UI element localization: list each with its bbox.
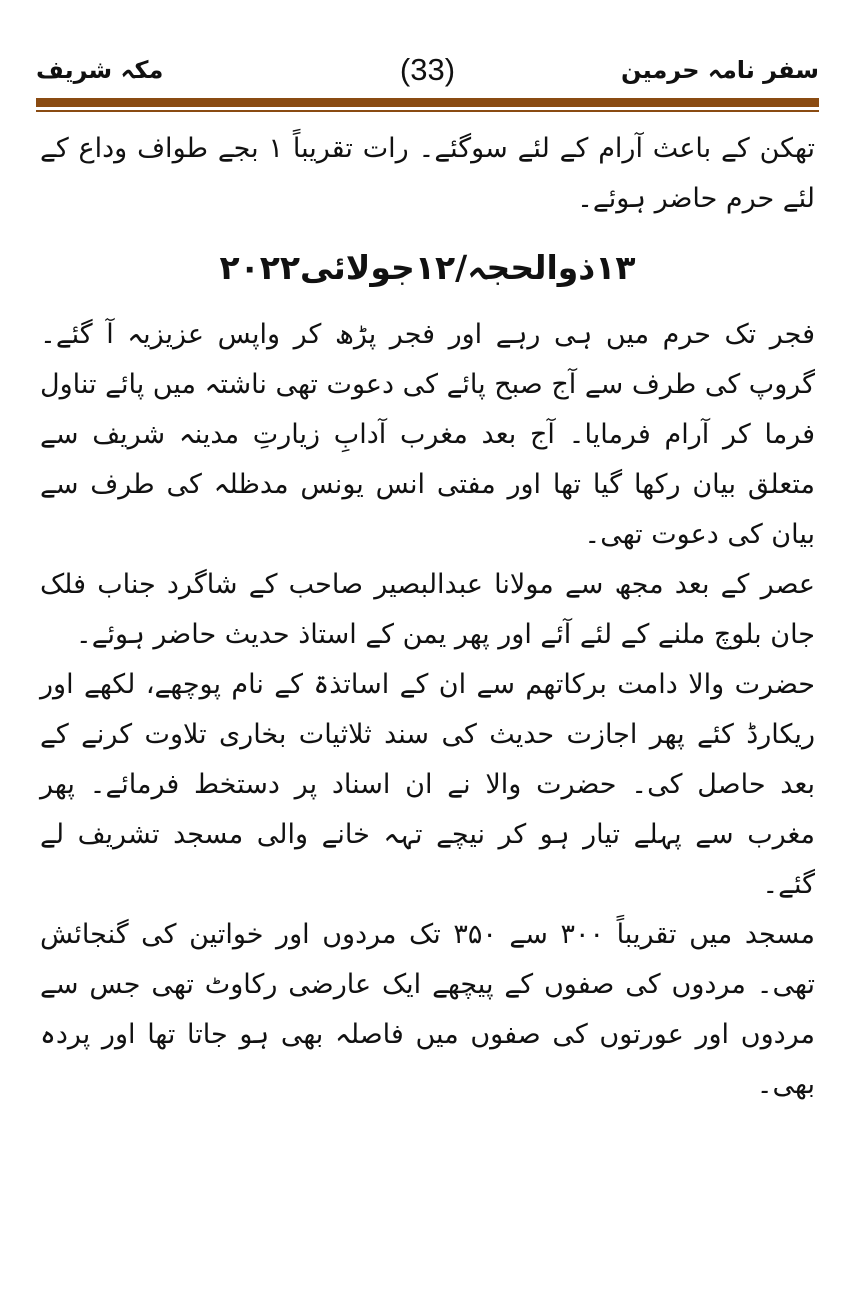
- paragraph-5: مسجد میں تقریباً ۳۰۰ سے ۳۵۰ تک مردوں اور خواتین کی گنجائش تھی۔ مردوں کی صفوں کے پیچھے ایک عارضی رکاوٹ تھی جس سے مردوں اور عورتوں کی صفوں میں فاصلہ بھی ہو جاتا تھا اور پردہ بھی۔: [40, 919, 816, 1100]
- header-rule-thin: [36, 110, 819, 112]
- page-number: (33): [399, 52, 456, 87]
- page-body: [40, 124, 815, 1110]
- section-title: مکہ شریف: [36, 56, 164, 84]
- paragraph-2: فجر تک حرم میں ہی رہے اور فجر پڑھ کر واپس عزیزیہ آ گئے۔ گروپ کی طرف سے آج صبح پائے کی دعوت تھی ناشتہ میں پائے تناول فرما کر آرام فرمایا۔ آج بعد مغرب آدابِ زیارتِ مدینہ شریف سے متعلق بیان رکھا گیا تھا اور مفتی انس یونس مدظلہ کی طرف سے بیان کی دعوت تھی۔: [40, 319, 815, 550]
- date-heading: ۱۳ذوالحجہ/۱۲جولائی۲۰۲۲: [219, 248, 636, 287]
- page-header: [36, 52, 819, 96]
- paragraph-1: تھکن کے باعث آرام کے لئے سوگئے۔ رات تقریباً ۱ بجے طواف وداع کے لئے حرم حاضر ہوئے۔: [40, 133, 815, 214]
- header-rule-thick: [36, 98, 819, 107]
- book-title: سفر نامہ حرمین: [621, 56, 819, 84]
- paragraph-3: عصر کے بعد مجھ سے مولانا عبدالبصیر صاحب کے شاگرد جناب فلک جان بلوچ ملنے کے لئے آئے اور پھر یمن کے استاذ حدیث حاضر ہوئے۔: [40, 569, 815, 650]
- paragraph-4: حضرت والا دامت برکاتھم سے ان کے اساتذۃ کے نام پوچھے، لکھے اور ریکارڈ کئے پھر اجازت حدیث کی سند ثلاثیات بخاری تلاوت کرنے کے بعد حاصل کی۔ حضرت والا نے ان اسناد پر دستخط فرمائے۔ پھر مغرب سے پہلے تیار ہو کر نیچے تہہ خانے والی مسجد تشریف لے گئے۔: [40, 669, 815, 900]
